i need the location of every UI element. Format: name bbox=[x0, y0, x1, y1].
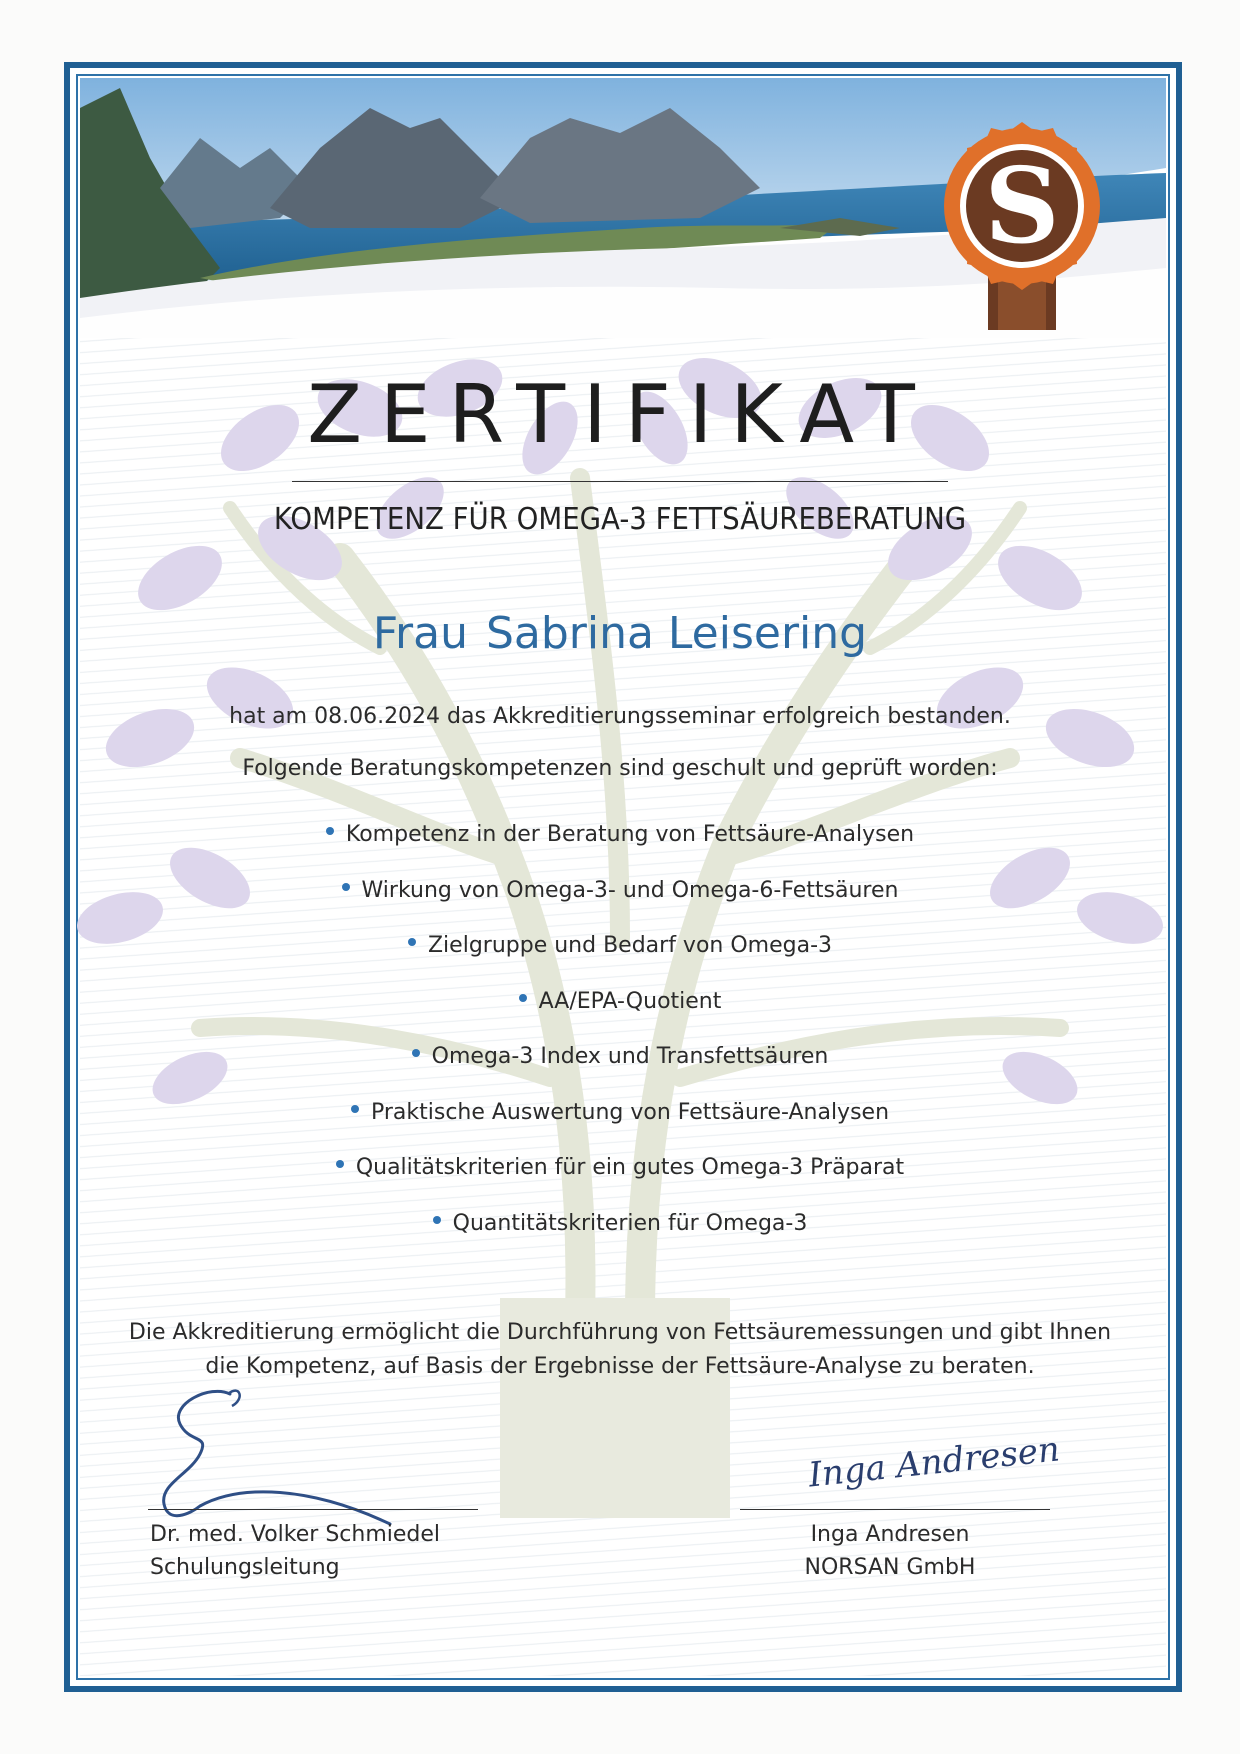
signatory-left bbox=[150, 1518, 440, 1584]
bullet-icon bbox=[412, 1049, 420, 1057]
bullet-icon bbox=[336, 1160, 344, 1168]
signature-right bbox=[800, 1404, 1062, 1514]
bullet-icon bbox=[519, 994, 527, 1002]
title-divider bbox=[292, 481, 948, 482]
competency-item bbox=[0, 1155, 1240, 1211]
competencies-intro: Folgende Beratungskompetenzen sind geschult und geprüft worden: bbox=[242, 756, 998, 781]
competency-item bbox=[0, 822, 1240, 878]
bullet-icon bbox=[408, 938, 416, 946]
signature-right-handwriting: Inga Andresen bbox=[806, 1429, 1062, 1496]
bullet-icon bbox=[326, 827, 334, 835]
competency-item bbox=[0, 989, 1240, 1045]
bullet-icon bbox=[342, 883, 350, 891]
competency-item bbox=[0, 1044, 1240, 1100]
competency-item bbox=[0, 933, 1240, 989]
recipient-name: Sabrina Leisering bbox=[485, 608, 868, 659]
bullet-icon bbox=[433, 1216, 441, 1224]
competency-text: Praktische Auswertung von Fettsäure-Analysen bbox=[370, 1099, 890, 1125]
competency-text: Omega-3 Index und Transfettsäuren bbox=[431, 1044, 829, 1069]
signatory-left-role: Schulungsleitung bbox=[150, 1555, 340, 1580]
competency-text: Qualitätskriterien für ein gutes Omega-3 Präparat bbox=[355, 1155, 905, 1180]
signature-line-right bbox=[740, 1509, 1050, 1510]
competency-list bbox=[0, 822, 1240, 1266]
competency-text: Quantitätskriterien für Omega-3 bbox=[452, 1210, 808, 1236]
certificate-title: ZERTIFIKAT bbox=[307, 368, 933, 461]
signatory-right-name: Inga Andresen bbox=[810, 1522, 970, 1547]
recipient-name-line bbox=[0, 608, 1240, 659]
competency-text: Zielgruppe und Bedarf von Omega-3 bbox=[427, 933, 833, 958]
signatory-left-name: Dr. med. Volker Schmiedel bbox=[150, 1522, 441, 1547]
competency-text: Kompetenz in der Beratung von Fettsäure-Analysen bbox=[345, 822, 915, 847]
certificate-subtitle: KOMPETENZ FÜR OMEGA-3 FETTSÄUREBERATUNG bbox=[273, 502, 967, 537]
recipient-salutation: Frau bbox=[372, 608, 468, 659]
seal-letter: S bbox=[984, 144, 1060, 267]
signature-line-left bbox=[148, 1509, 478, 1510]
bullet-icon bbox=[351, 1105, 359, 1113]
competency-item bbox=[0, 878, 1240, 934]
closing-line-2: die Kompetenz, auf Basis der Ergebnisse der Fettsäure-Analyse zu beraten. bbox=[205, 1354, 1035, 1379]
competency-item bbox=[0, 1211, 1240, 1267]
signatory-right-role: NORSAN GmbH bbox=[804, 1555, 976, 1580]
signature-left bbox=[150, 1374, 450, 1534]
competency-text: Wirkung von Omega-3- und Omega-6-Fettsäuren bbox=[361, 877, 899, 903]
competency-text: AA/EPA-Quotient bbox=[538, 988, 722, 1014]
seal-emblem bbox=[932, 114, 1112, 334]
closing-line-1: Die Akkreditierung ermöglicht die Durchführung von Fettsäuremessungen und gibt Ihnen bbox=[128, 1320, 1112, 1345]
competency-item bbox=[0, 1100, 1240, 1156]
exam-statement: hat am 08.06.2024 das Akkreditierungsseminar erfolgreich bestanden. bbox=[229, 704, 1011, 729]
signatory-right bbox=[740, 1518, 1040, 1584]
